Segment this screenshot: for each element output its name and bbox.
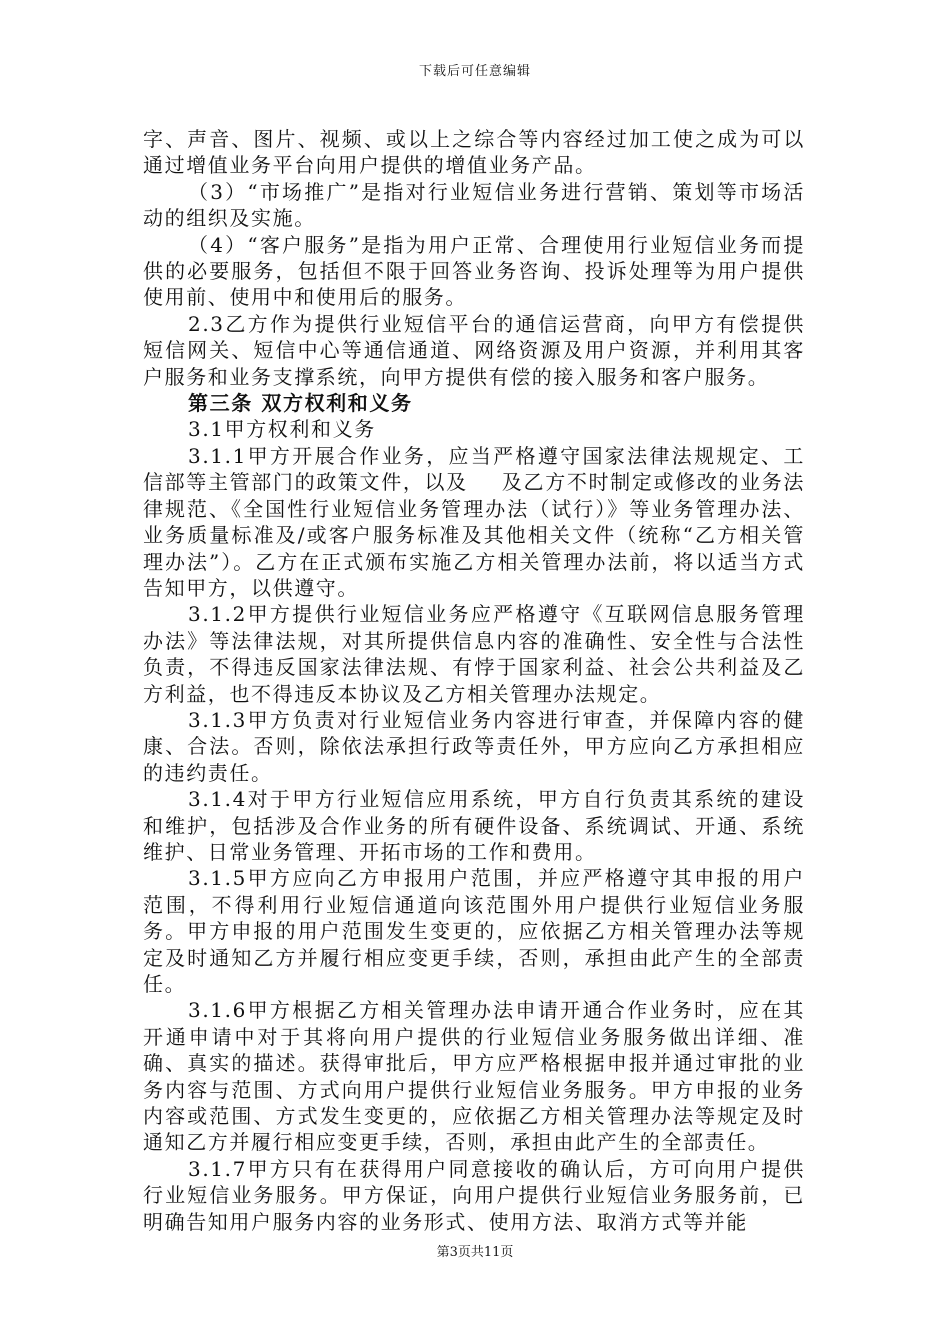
clause-3-1-5: 3.1.5甲方应向乙方申报用户范围，并应严格遵守其申报的用户范围，不得利用行业短信通道向该范围外用户提供行业短信业务服务。甲方申报的用户范围发生变更的，应依据乙方相关管理办法等规定及时通知乙方并履行相应变更手续，否则，承担由此产生的全部责任。: [143, 866, 805, 996]
clause-3-1-1-part-a: 3.1.1甲方开展合作业务，应当严格遵守国家法律法规规定、工信部等主管部门的政策文件，以及: [143, 443, 805, 495]
article-heading: 第三条 双方权利和义务: [188, 391, 413, 416]
clause-3-1-4: 3.1.4对于甲方行业短信应用系统，甲方自行负责其系统的建设和维护，包括涉及合作业务的所有硬件设备、系统调试、开通、系统维护、日常业务管理、开拓市场的工作和费用。: [143, 787, 805, 864]
paragraph-customer-service: （4）“客户服务”是指为用户正常、合理使用行业短信业务而提供的必要服务，包括但不限于回答业务咨询、投诉处理等为用户提供使用前、使用中和使用后的服务。: [143, 232, 805, 310]
clause-3-1-3: 3.1.3甲方负责对行业短信业务内容进行审查，并保障内容的健康、合法。否则，除依法承担行政等责任外，甲方应向乙方承担相应的违约责任。: [143, 707, 805, 785]
paragraph-continuation: 字、声音、图片、视频、或以上之综合等内容经过加工使之成为可以通过增值业务平台向用户提供的增值业务产品。: [143, 127, 805, 178]
clause-3-1-1-part-b: 及乙方不时制定或修改的业务法律规范、《全国性行业短信业务管理办法（试行）》等业务管理办法、业务质量标准及/或客户服务标准及其他相关文件（统称“乙方相关管理办法”）。乙方在正式颁布实施乙方相关管理办法前，将以适当方式告知甲方，以供遵守。: [143, 470, 805, 600]
paragraph-market-promotion: （3）“市场推广”是指对行业短信业务进行营销、策划等市场活动的组织及实施。: [143, 179, 805, 231]
clause-3-1: 3.1甲方权利和义务: [188, 417, 376, 442]
clause-3-1-7: 3.1.7甲方只有在获得用户同意接收的确认后，方可向用户提供行业短信业务服务。甲方保证，向用户提供行业短信业务服务前，已明确告知用户服务内容的业务形式、使用方法、取消方式等并能: [143, 1156, 805, 1234]
clause-3-1-6: 3.1.6甲方根据乙方相关管理办法申请开通合作业务时，应在其开通申请中对于其将向用户提供的行业短信业务服务做出详细、准确、真实的描述。获得审批后，甲方应严格根据申报并通过审批的业务内容与范围、方式向用户提供行业短信业务服务。甲方申报的业务内容或范围、方式发生变更的，应依据乙方相关管理办法等规定及时通知乙方并履行相应变更手续，否则，承担由此产生的全部责任。: [143, 998, 805, 1155]
page-header-note: 下载后可任意编辑: [418, 64, 531, 79]
document-body: [143, 126, 805, 1235]
paragraph-clause-2-3: 2.3乙方作为提供行业短信平台的通信运营商，向甲方有偿提供短信网关、短信中心等通信通道、网络资源及用户资源，并利用其客户服务和业务支撑系统，向甲方提供有偿的接入服务和客户服务。: [143, 311, 805, 389]
clause-3-1-1: [143, 443, 805, 601]
clause-3-1-2: 3.1.2甲方提供行业短信业务应严格遵守《互联网信息服务管理办法》等法律法规，对其所提供信息内容的准确性、安全性与合法性负责，不得违反国家法律法规、有悖于国家利益、社会公共利益及乙方利益，也不得违反本协议及乙方相关管理办法规定。: [143, 602, 805, 706]
page-number: 第3页共11页: [436, 1245, 514, 1260]
